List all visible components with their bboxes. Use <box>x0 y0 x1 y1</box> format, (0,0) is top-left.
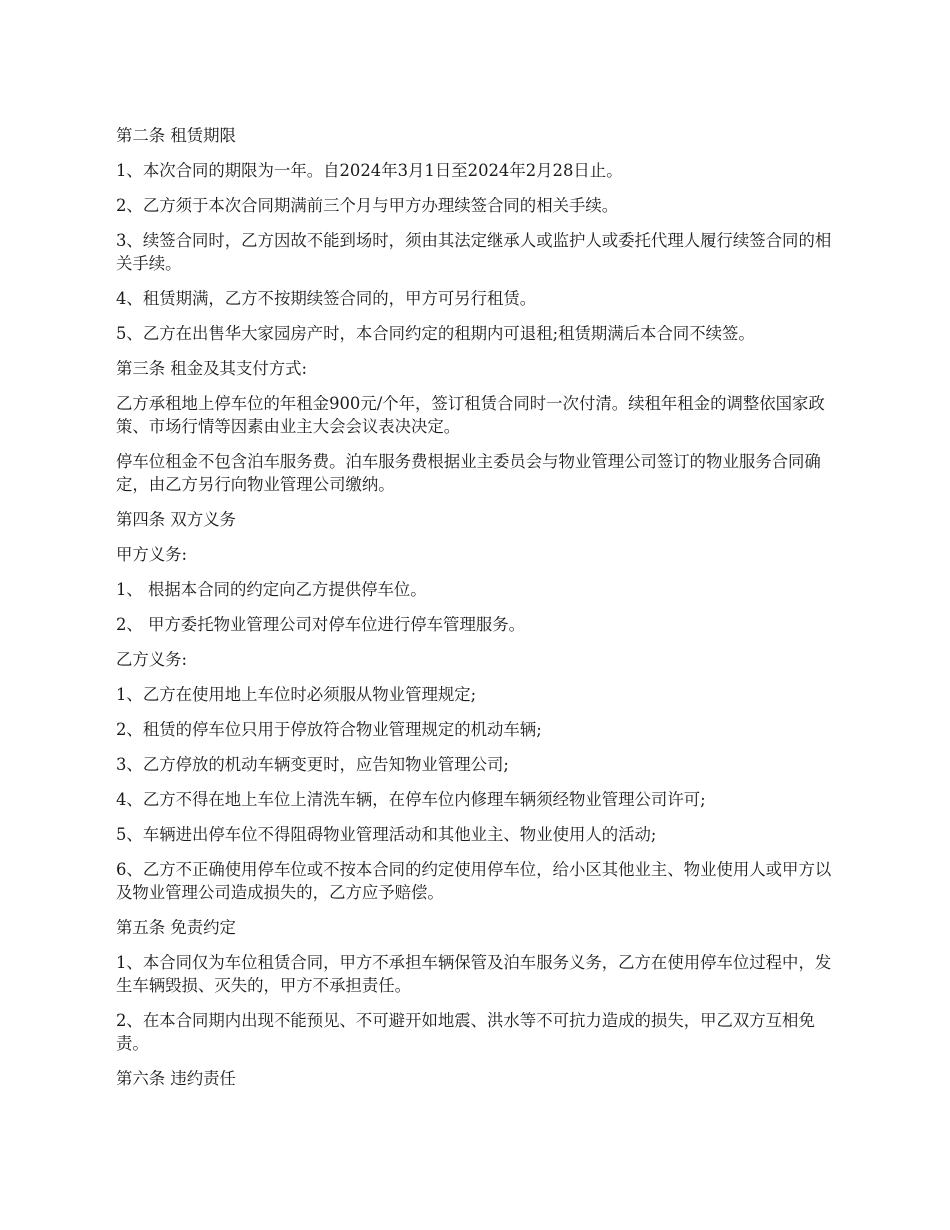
clause-term-3: 3、续签合同时，乙方因故不能到场时，须由其法定继承人或监护人或委托代理人履行续签合同的相关手续。 <box>116 231 832 273</box>
clause-party-b-5: 5、车辆进出停车位不得阻碍物业管理活动和其他业主、物业使用人的活动; <box>116 825 657 844</box>
clause-term-5: 5、乙方在出售华大家园房产时，本合同约定的租期内可退租;租赁期满后本合同不续签。 <box>116 324 755 343</box>
section-heading-term: 第二条 租赁期限 <box>116 126 236 145</box>
subheading-party-b: 乙方义务: <box>116 650 188 669</box>
clause-party-a-2: 2、 甲方委托物业管理公司对停车位进行停车管理服务。 <box>116 615 526 634</box>
section-heading-obligations: 第四条 双方义务 <box>116 510 236 529</box>
clause-term-4: 4、租赁期满，乙方不按期续签合同的，甲方可另行租赁。 <box>116 289 537 308</box>
clause-party-a-1: 1、 根据本合同的约定向乙方提供停车位。 <box>116 580 427 599</box>
clause-party-b-3: 3、乙方停放的机动车辆变更时，应告知物业管理公司; <box>116 755 509 774</box>
subheading-party-a: 甲方义务: <box>116 545 188 564</box>
section-heading-exemption: 第五条 免责约定 <box>116 918 236 937</box>
clause-party-b-6: 6、乙方不正确使用停车位或不按本合同的约定使用停车位，给小区其他业主、物业使用人或甲方以及物业管理公司造成损失的，乙方应予赔偿。 <box>116 860 832 902</box>
section-heading-liability: 第六条 违约责任 <box>116 1069 236 1088</box>
clause-exemption-2: 2、在本合同期内出现不能预见、不可避开如地震、洪水等不可抗力造成的损失，甲乙双方互相免责。 <box>116 1011 815 1053</box>
clause-term-2: 2、乙方须于本次合同期满前三个月与甲方办理续签合同的相关手续。 <box>116 196 619 215</box>
clause-party-b-4: 4、乙方不得在地上车位上清洗车辆，在停车位内修理车辆须经物业管理公司许可; <box>116 790 706 809</box>
clause-party-b-2: 2、租赁的停车位只用于停放符合物业管理规定的机动车辆; <box>116 720 542 739</box>
clause-exemption-1: 1、本合同仅为车位租赁合同，甲方不承担车辆保管及泊车服务义务，乙方在使用停车位过程中，发生车辆毁损、灭失的，甲方不承担责任。 <box>116 953 832 995</box>
document-page <box>116 124 840 1102</box>
clause-rent-1: 乙方承租地上停车位的年租金900元/个年，签订租赁合同时一次付清。续租年租金的调整依国家政策、市场行情等因素由业主大会会议表决决定。 <box>116 394 825 436</box>
clause-rent-2: 停车位租金不包含泊车服务费。泊车服务费根据业主委员会与物业管理公司签订的物业服务合同确定，由乙方另行向物业管理公司缴纳。 <box>116 452 821 494</box>
clause-party-b-1: 1、乙方在使用地上车位时必须服从物业管理规定; <box>116 685 477 704</box>
section-heading-rent: 第三条 租金及其支付方式: <box>116 359 308 378</box>
clause-term-1: 1、本次合同的期限为一年。自2024年3月1日至2024年2月28日止。 <box>116 161 623 180</box>
